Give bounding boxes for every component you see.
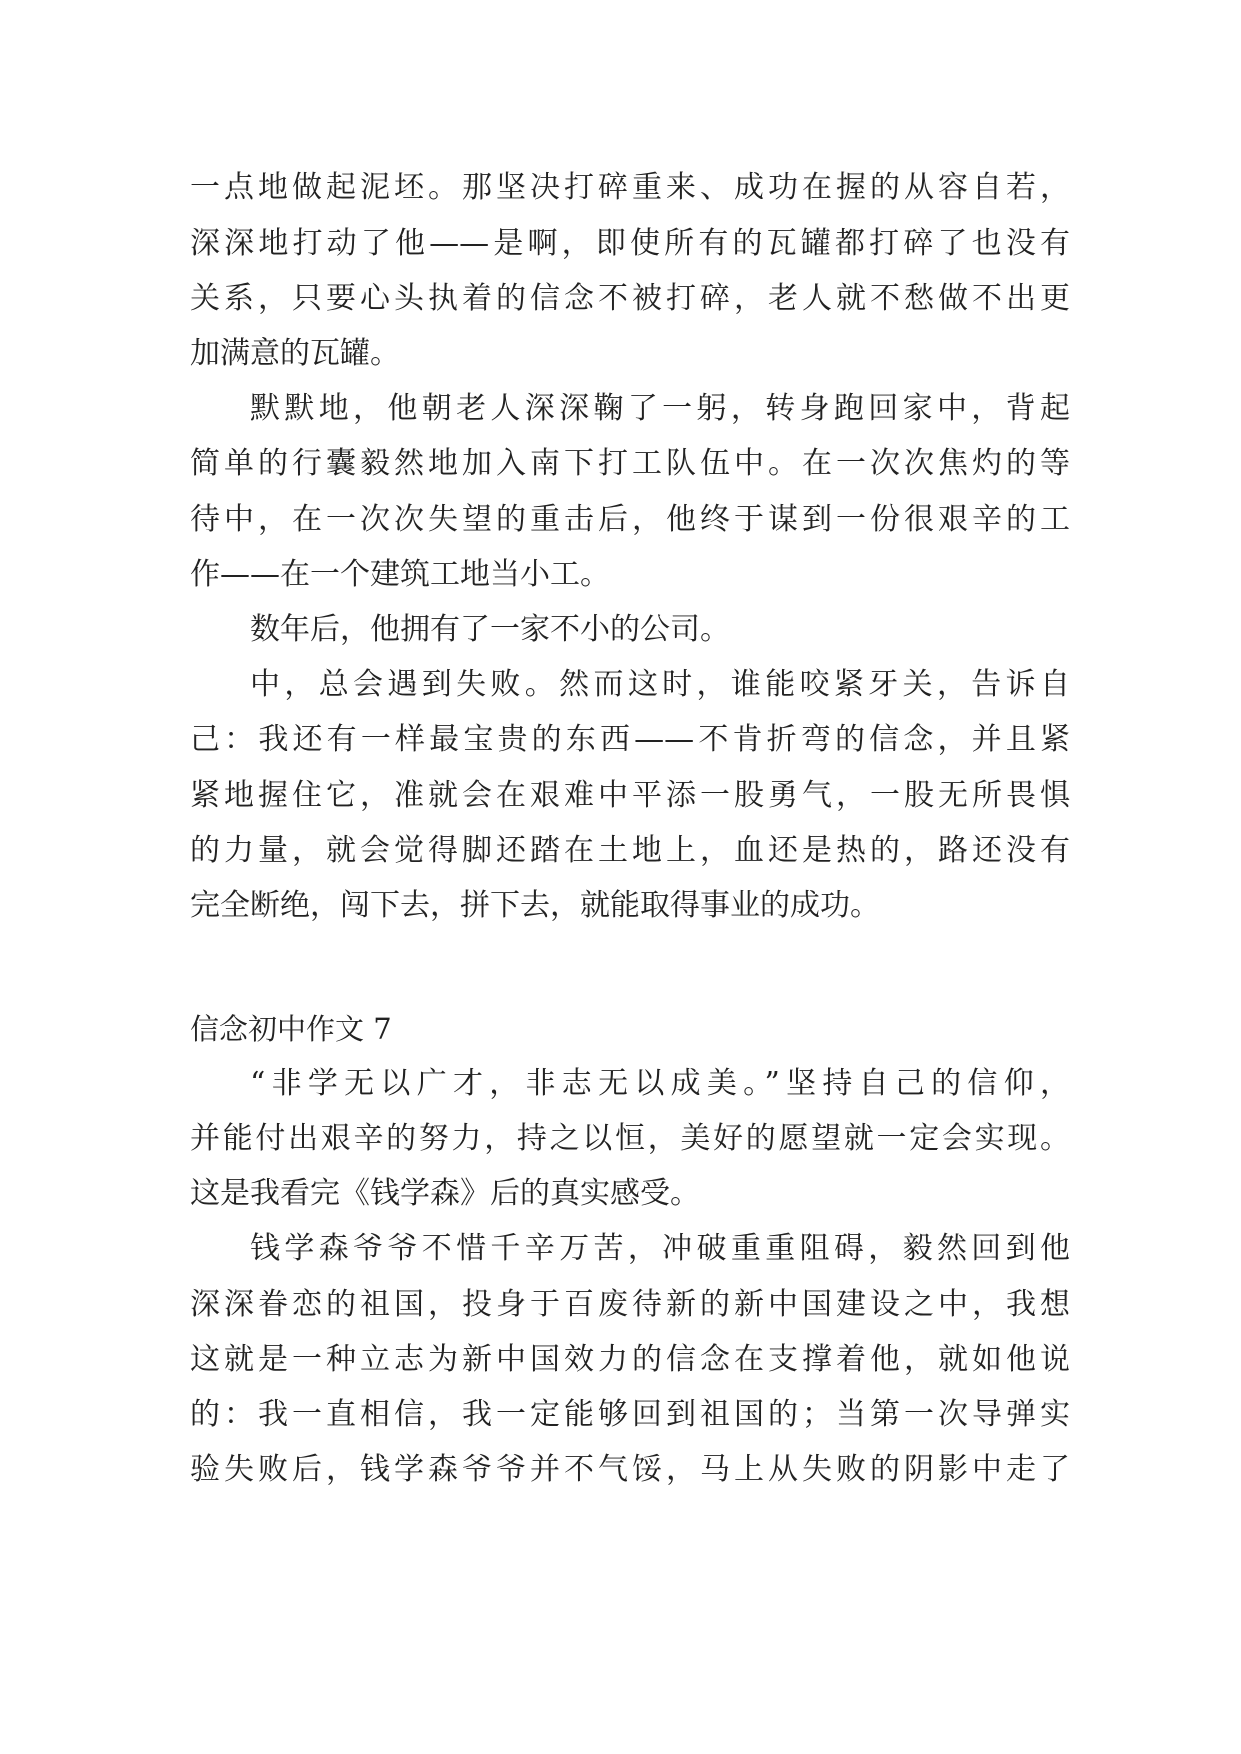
section-paragraph-2-line-3: 这就是一种立志为新中国效力的信念在支撑着他，就如他说 [190, 1342, 1070, 1377]
section-heading: 信念初中作文 7 [190, 1012, 392, 1046]
paragraph-2-line-4: 作——在一个建筑工地当小工。 [190, 557, 610, 592]
paragraph-1-line-4: 加满意的瓦罐。 [190, 336, 400, 371]
section-paragraph-1-line-3: 这是我看完《钱学森》后的真实感受。 [190, 1176, 700, 1211]
paragraph-2-line-1: 默默地，他朝老人深深鞠了一躬，转身跑回家中，背起 [250, 391, 1070, 426]
paragraph-4-line-4: 的力量，就会觉得脚还踏在土地上，血还是热的，路还没有 [190, 833, 1070, 868]
paragraph-1-line-2: 深深地打动了他——是啊，即使所有的瓦罐都打碎了也没有 [190, 226, 1070, 261]
paragraph-2-line-3: 待中，在一次次失望的重击后，他终于谋到一份很艰辛的工 [190, 502, 1070, 537]
paragraph-4-line-5: 完全断绝，闯下去，拼下去，就能取得事业的成功。 [190, 888, 880, 923]
section-paragraph-2-line-5: 验失败后，钱学森爷爷并不气馁，马上从失败的阴影中走了 [190, 1452, 1070, 1487]
paragraph-3-line-1: 数年后，他拥有了一家不小的公司。 [250, 612, 730, 647]
section-paragraph-2-line-4: 的：我一直相信，我一定能够回到祖国的；当第一次导弹实 [190, 1397, 1070, 1432]
paragraph-4-line-2: 己：我还有一样最宝贵的东西——不肯折弯的信念，并且紧 [190, 722, 1070, 757]
section-paragraph-1-line-1: “非学无以广才，非志无以成美。”坚持自己的信仰， [250, 1066, 1070, 1101]
section-paragraph-1-line-2: 并能付出艰辛的努力，持之以恒，美好的愿望就一定会实现。 [190, 1121, 1070, 1156]
paragraph-4-line-1: 中，总会遇到失败。然而这时，谁能咬紧牙关，告诉自 [250, 667, 1070, 702]
paragraph-2-line-2: 简单的行囊毅然地加入南下打工队伍中。在一次次焦灼的等 [190, 446, 1070, 481]
paragraph-4-line-3: 紧地握住它，准就会在艰难中平添一股勇气，一股无所畏惧 [190, 778, 1070, 813]
section-paragraph-2-line-2: 深深眷恋的祖国，投身于百废待新的新中国建设之中，我想 [190, 1287, 1070, 1322]
paragraph-1-line-3: 关系，只要心头执着的信念不被打碎，老人就不愁做不出更 [190, 281, 1070, 316]
paragraph-1-line-1: 一点地做起泥坯。那坚决打碎重来、成功在握的从容自若， [190, 170, 1070, 205]
section-paragraph-2-line-1: 钱学森爷爷不惜千辛万苦，冲破重重阻碍，毅然回到他 [250, 1231, 1070, 1266]
